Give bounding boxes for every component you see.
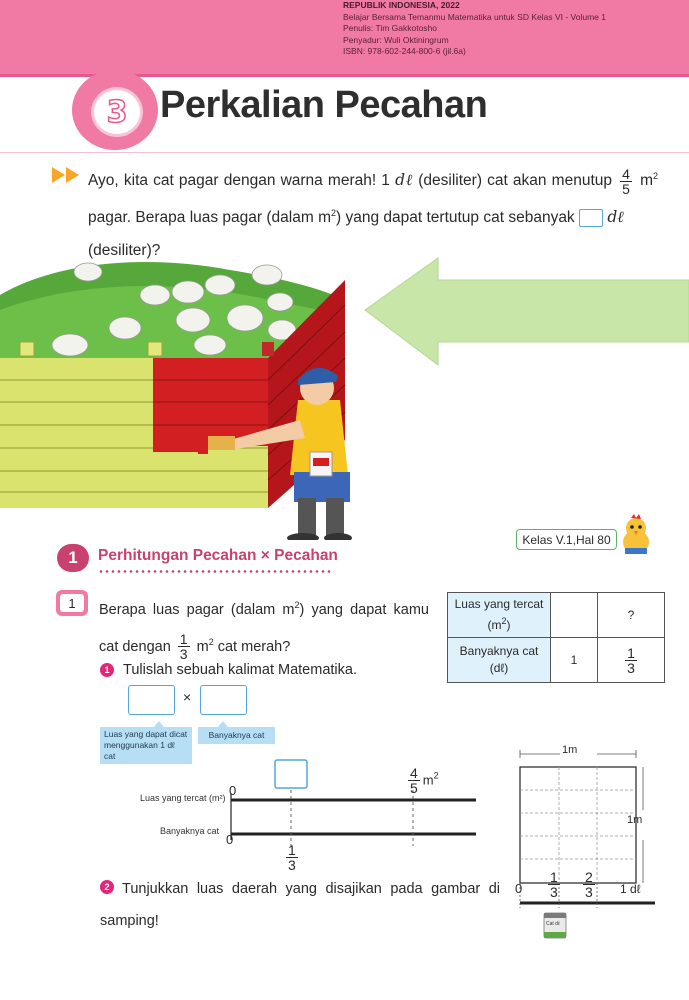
grid-side-label: 1m bbox=[627, 814, 643, 826]
table-cell: ? bbox=[598, 593, 665, 638]
fence-painting-illustration bbox=[0, 240, 689, 540]
chapter-title: Perkalian Pecahan bbox=[160, 84, 488, 126]
numberline-top-value: $\frac{4}{5}$ $m^2$ bbox=[410, 765, 439, 796]
step-text: Tulislah sebuah kalimat Matematika. bbox=[123, 662, 357, 678]
tag-amount-label: Banyaknya cat bbox=[198, 727, 275, 744]
chapter-number-circle bbox=[91, 87, 143, 137]
intro-text: (desiliter)? bbox=[88, 242, 161, 260]
meta-line: Penulis: Tim Gakkotosho bbox=[343, 23, 438, 33]
table-row bbox=[448, 593, 665, 638]
numberline-label-bottom: Banyaknya cat bbox=[160, 826, 220, 836]
unit-dl: dℓ bbox=[395, 171, 414, 190]
table-header-cell: Luas yang tercat $(m^2)$ bbox=[448, 593, 551, 638]
table-cell bbox=[551, 593, 598, 638]
step-one bbox=[100, 662, 357, 678]
fraction-four-fifths: $\frac{4}{5}$ bbox=[622, 165, 630, 197]
meta-title: REPUBLIK INDONESIA, 2022 bbox=[343, 0, 460, 10]
double-play-icon bbox=[52, 167, 80, 183]
answer-box[interactable] bbox=[579, 209, 603, 227]
numberline-zero-top: 0 bbox=[229, 783, 237, 798]
times-symbol: × bbox=[183, 689, 192, 705]
book-metadata bbox=[343, 0, 606, 58]
section-dotted-underline bbox=[98, 570, 334, 573]
tag-area-label: Luas yang dapat dicat menggunakan 1 dℓ cat bbox=[100, 727, 192, 764]
intro-paragraph: Ayo, kita cat pagar dengan warna merah! 1 dℓ (desiliter) cat akan menutup $\frac{4}{5}$ $m^2$ pagar. Berapa luas pagar (dalam $m^2$) yang dapat tertutup cat sebanyak dℓ (desiliter)? bbox=[88, 165, 658, 260]
question-text: Berapa luas pagar (dalam $m^2$) yang dapat kamu cat dengan $\frac{1}{3}$ $m^2$ cat merah? bbox=[99, 600, 429, 663]
step-two bbox=[100, 873, 500, 937]
table-cell: 1 bbox=[551, 638, 598, 683]
grid-tick-one-third: $\frac{1}{3}$ bbox=[550, 869, 558, 900]
numberline-bottom-value: $\frac{1}{3}$ bbox=[288, 842, 296, 873]
section-number-badge: 1 bbox=[57, 544, 89, 572]
intro-text: pagar. Berapa luas pagar (dalam m bbox=[88, 209, 331, 227]
meta-line: ISBN: 978-602-244-800-6 (jil.6a) bbox=[343, 46, 466, 56]
fraction-one-third: $\frac{1}{3}$ bbox=[179, 631, 188, 663]
unit-m: m bbox=[640, 172, 653, 190]
table-header-cell: Banyaknya cat (dℓ) bbox=[448, 638, 551, 683]
numberline-answer-box bbox=[275, 760, 307, 788]
question-number: 1 bbox=[60, 594, 84, 612]
data-table bbox=[447, 592, 665, 683]
meta-line: Penyadur: Wuli Oktiningrum bbox=[343, 34, 449, 45]
grid-end-label: 1 dℓ bbox=[620, 882, 641, 896]
numberline-zero-bottom: 0 bbox=[226, 832, 234, 847]
equation-box-amount[interactable] bbox=[200, 685, 247, 715]
meta-line: Belajar Bersama Temanmu Matematika untuk SD Kelas VI - Volume 1 bbox=[343, 11, 606, 22]
grid-top-label: 1m bbox=[562, 744, 578, 756]
title-divider bbox=[0, 152, 689, 153]
grid-zero: 0 bbox=[515, 881, 523, 896]
intro-text: (desiliter) cat akan menutup bbox=[413, 172, 618, 190]
area-grid-figure bbox=[505, 740, 689, 940]
question-number-badge bbox=[56, 590, 88, 616]
equation-box-area[interactable] bbox=[128, 685, 175, 715]
table-row bbox=[448, 638, 665, 683]
chick-mascot-icon bbox=[617, 514, 655, 556]
numberline-label-top: Luas yang tercat (m²) bbox=[140, 793, 226, 803]
grid-tick-two-thirds: $\frac{2}{3}$ bbox=[585, 869, 593, 900]
unit-dl: dℓ bbox=[607, 208, 624, 227]
step-text: Tunjukkan luas daerah yang disajikan pada gambar di samping! bbox=[100, 881, 500, 929]
step-number: 2 bbox=[100, 880, 114, 894]
section-title: Perhitungan Pecahan × Pecahan bbox=[98, 547, 338, 564]
kelas-reference-label: Kelas V.1,Hal 80 bbox=[516, 529, 617, 550]
intro-text: Ayo, kita cat pagar dengan warna merah! 1 bbox=[88, 172, 396, 190]
paint-can-label: Cat dℓ bbox=[546, 921, 560, 927]
intro-text: ) yang dapat tertutup cat sebanyak bbox=[336, 209, 579, 227]
table-cell: $\frac{1}{3}$ bbox=[598, 638, 665, 683]
step-number: 1 bbox=[100, 663, 114, 677]
chapter-number: 3 bbox=[106, 94, 128, 130]
